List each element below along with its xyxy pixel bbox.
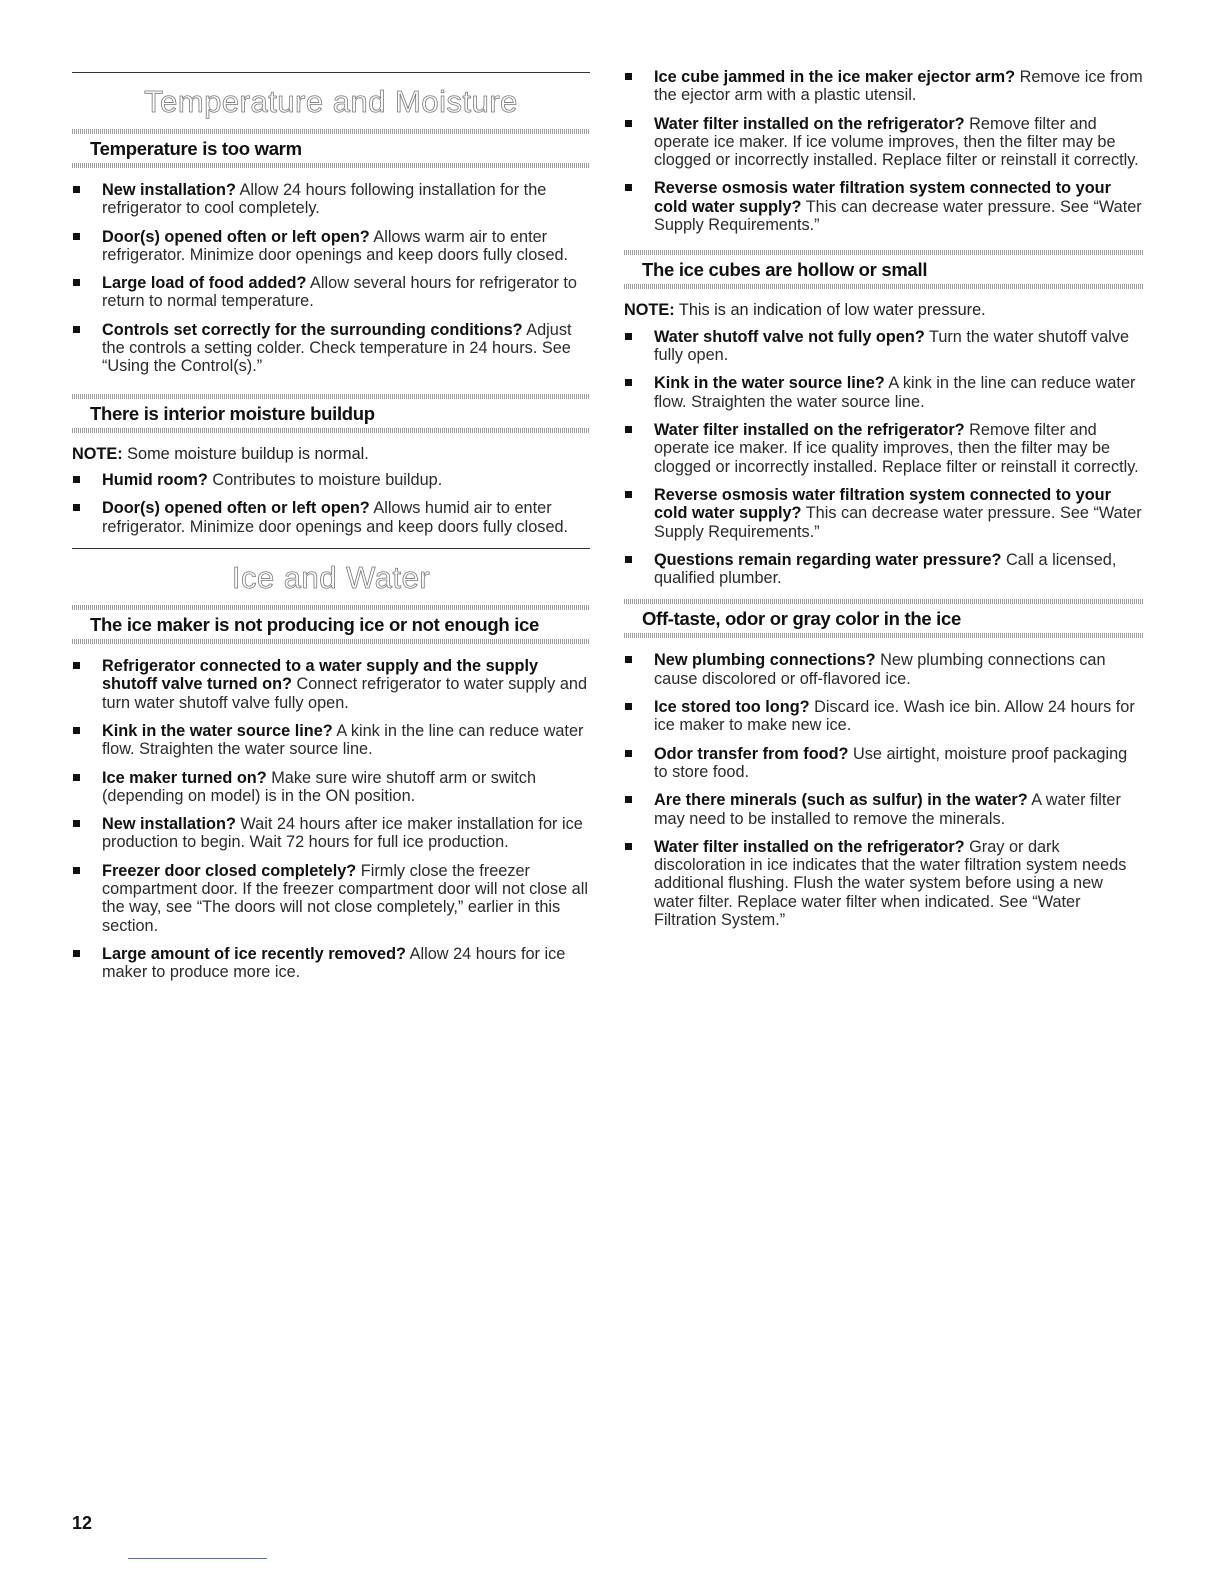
item-answer: Firmly close the freezer compartment door. If the freezer compartment door will not close all the way, see “The doors will not close completely,” earlier in this section. [102, 861, 588, 935]
item-answer: Call a licensed, qualified plumber. [654, 550, 1117, 588]
list-item [624, 698, 1144, 735]
square-bullet-icon [73, 662, 80, 669]
square-bullet-icon [73, 867, 80, 874]
item-question: Ice stored too long? [654, 698, 810, 717]
square-bullet-icon [625, 333, 632, 340]
item-question: Water filter installed on the refrigerator? [654, 837, 965, 856]
list-ice-maker-not-producing-continued [624, 68, 1144, 234]
item-question: Controls set correctly for the surrounding conditions? [102, 320, 523, 339]
square-bullet-icon [73, 504, 80, 511]
item-question: Odor transfer from food? [654, 744, 849, 763]
item-question: Ice maker turned on? [102, 768, 267, 787]
list-item [72, 945, 590, 982]
item-answer: New plumbing connections can cause discolored or off-flavored ice. [654, 651, 1106, 688]
item-question: Ice cube jammed in the ice maker ejector arm? [654, 68, 1016, 86]
item-question: Large load of food added? [102, 274, 307, 293]
list-item [72, 657, 590, 712]
list-item [72, 181, 590, 218]
list-item [624, 421, 1144, 476]
item-question: New installation? [102, 815, 236, 834]
list-item [72, 862, 590, 935]
item-answer: This can decrease water pressure. See “Water Supply Requirements.” [654, 197, 1142, 235]
right-column [624, 0, 1144, 939]
footer-link-underline [128, 1558, 267, 1559]
square-bullet-icon [73, 727, 80, 734]
dotted-divider [72, 394, 590, 399]
item-question: Reverse osmosis water filtration system connected to your cold water supply? [654, 179, 1111, 216]
item-answer: Make sure wire shutoff arm or switch (depending on model) is in the ON position. [102, 768, 537, 805]
item-question: Are there minerals (such as sulfur) in the water? [654, 791, 1028, 810]
square-bullet-icon [625, 379, 632, 386]
list-item [72, 722, 590, 759]
note-moisture [72, 445, 590, 464]
item-answer: Remove ice from the ejector arm with a plastic utensil. [654, 68, 1143, 105]
square-bullet-icon [73, 233, 80, 240]
list-item [72, 769, 590, 806]
item-answer: A kink in the line can reduce water flow. Straighten the water source line. [654, 374, 1136, 411]
list-item [72, 471, 590, 489]
list-item [624, 838, 1144, 929]
subheading-temperature-too-warm: Temperature is too warm [90, 138, 302, 159]
item-answer: Turn the water shutoff valve fully open. [654, 327, 1129, 365]
item-question: New plumbing connections? [654, 651, 876, 670]
list-ice-maker-not-producing [72, 657, 590, 981]
item-answer: A kink in the line can reduce water flow. Straighten the water source line. [102, 721, 584, 759]
item-question: Water shutoff valve not fully open? [654, 327, 925, 346]
item-answer: Connect refrigerator to water supply and turn water shutoff valve fully open. [102, 675, 587, 712]
item-answer: Wait 24 hours after ice maker installation for ice production to begin. Wait 72 hours for full ice production. [102, 815, 583, 852]
item-question: Refrigerator connected to a water supply and the supply shutoff valve turned on? [102, 657, 539, 694]
square-bullet-icon [625, 656, 632, 663]
square-bullet-icon [625, 556, 632, 563]
square-bullet-icon [73, 820, 80, 827]
item-question: Door(s) opened often or left open? [102, 227, 370, 246]
list-item [72, 228, 590, 265]
square-bullet-icon [625, 843, 632, 850]
subheading-moisture-buildup: There is interior moisture buildup [90, 402, 375, 424]
item-question: Kink in the water source line? [102, 721, 333, 740]
item-answer: Allow 24 hours for ice maker to produce more ice. [102, 944, 566, 982]
item-question: Questions remain regarding water pressure? [654, 550, 1002, 569]
item-answer: Use airtight, moisture proof packaging to store food. [654, 744, 1128, 781]
dotted-divider [624, 284, 1144, 289]
list-item [624, 791, 1144, 828]
dotted-divider [624, 633, 1144, 638]
dotted-divider [72, 428, 590, 433]
item-question: New installation? [102, 181, 236, 199]
section-title-ice-water: Ice and Water [231, 560, 431, 596]
item-question: Reverse osmosis water filtration system connected to your cold water supply? [654, 485, 1111, 523]
dotted-divider [72, 129, 590, 134]
section-rule [72, 72, 590, 73]
page-number: 12 [72, 1513, 93, 1533]
list-moisture-buildup [72, 471, 590, 536]
square-bullet-icon [625, 73, 632, 80]
item-question: Water filter installed on the refrigerator? [654, 114, 965, 133]
item-answer: Adjust the controls a setting colder. Check temperature in 24 hours. See “Using the Control(s).” [102, 320, 572, 376]
list-item [624, 651, 1144, 688]
square-bullet-icon [625, 426, 632, 433]
item-answer: Contributes to moisture buildup. [207, 471, 443, 490]
list-item [72, 274, 590, 311]
item-answer: Allows warm air to enter refrigerator. Minimize door openings and keep doors fully closed. [102, 227, 569, 264]
list-item [72, 499, 590, 536]
subheading-ice-cubes-hollow: The ice cubes are hollow or small [642, 259, 928, 281]
item-answer: This can decrease water pressure. See “Water Supply Requirements.” [654, 504, 1142, 541]
list-off-taste [624, 651, 1144, 929]
square-bullet-icon [625, 796, 632, 803]
list-item [624, 68, 1144, 105]
item-question: Water filter installed on the refrigerator? [654, 421, 965, 440]
note-label: NOTE: [624, 301, 675, 320]
dotted-divider [624, 599, 1144, 604]
note-text: Some moisture buildup is normal. [122, 444, 369, 463]
square-bullet-icon [73, 186, 80, 193]
item-answer: Gray or dark discoloration in ice indicates that the water filtration system needs additional flushing. Flush the water system before using a new water filter. Replace water filter when indicated. See “Water Filtration System.” [654, 837, 1127, 929]
list-item [624, 374, 1144, 411]
list-temperature-too-warm [72, 181, 590, 376]
square-bullet-icon [625, 120, 632, 127]
item-answer: Remove filter and operate ice maker. If ice volume improves, then the filter may be clogged or incorrectly installed. Replace filter or reinstall it correctly. [654, 114, 1139, 170]
dotted-divider [72, 639, 590, 644]
square-bullet-icon [625, 184, 632, 191]
note-text: This is an indication of low water pressure. [674, 301, 986, 320]
square-bullet-icon [625, 703, 632, 710]
list-item [624, 115, 1144, 170]
item-answer: A water filter may need to be installed to remove the minerals. [654, 791, 1121, 828]
note-hollow [624, 301, 1144, 320]
square-bullet-icon [625, 750, 632, 757]
left-column [72, 0, 590, 992]
subheading-ice-maker-not-producing: The ice maker is not producing ice or not enough ice [90, 614, 540, 636]
item-answer: Allow several hours for refrigerator to return to normal temperature. [102, 274, 577, 311]
dotted-divider [72, 163, 590, 168]
item-answer: Allow 24 hours following installation for the refrigerator to cool completely. [102, 181, 547, 218]
item-answer: Discard ice. Wash ice bin. Allow 24 hours for ice maker to make new ice. [654, 698, 1135, 735]
square-bullet-icon [73, 774, 80, 781]
item-question: Freezer door closed completely? [102, 861, 357, 880]
square-bullet-icon [625, 491, 632, 498]
list-item [72, 815, 590, 852]
list-item [624, 328, 1144, 365]
item-question: Humid room? [102, 471, 208, 490]
item-question: Kink in the water source line? [654, 374, 885, 393]
section-rule [72, 548, 590, 549]
item-answer: Remove filter and operate ice maker. If ice quality improves, then the filter may be clogged or incorrectly installed. Replace filter or reinstall it correctly. [654, 421, 1139, 476]
list-item [72, 321, 590, 376]
list-ice-cubes-hollow [624, 328, 1144, 588]
list-item [624, 179, 1144, 234]
note-label: NOTE: [72, 444, 123, 463]
list-item [624, 551, 1144, 588]
item-question: Door(s) opened often or left open? [102, 499, 370, 518]
square-bullet-icon [73, 476, 80, 483]
square-bullet-icon [73, 950, 80, 957]
item-question: Large amount of ice recently removed? [102, 944, 407, 963]
dotted-divider [72, 605, 590, 610]
section-title-temperature-moisture: Temperature and Moisture [144, 84, 518, 119]
square-bullet-icon [73, 326, 80, 333]
subheading-off-taste: Off-taste, odor or gray color in the ice [642, 608, 961, 630]
item-answer: Allows humid air to enter refrigerator. Minimize door openings and keep doors fully closed. [102, 499, 569, 536]
square-bullet-icon [73, 279, 80, 286]
dotted-divider [624, 250, 1144, 255]
list-item [624, 745, 1144, 782]
list-item [624, 486, 1144, 541]
